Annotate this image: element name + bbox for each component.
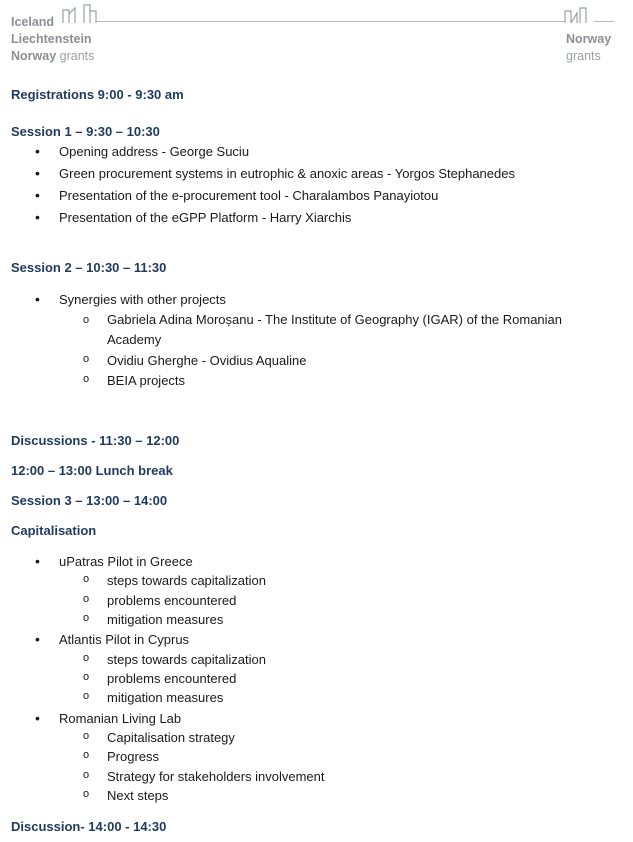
sub-list-item: o steps towards capitalization [107, 573, 266, 588]
list-item: • Green procurement systems in eutrophic & anoxic areas - Yorgos Stephanedes [59, 166, 515, 181]
sub-list-item: o Progress [107, 749, 159, 764]
header-rule-right [594, 21, 614, 22]
discussion-final-heading: Discussion- 14:00 - 14:30 [11, 819, 167, 834]
session2-heading: Session 2 – 10:30 – 11:30 [11, 260, 167, 275]
sub-list-item: o BEIA projects [107, 373, 185, 388]
sub-list-item: o Ovidiu Gherghe - Ovidius Aqualine [107, 353, 306, 368]
sub-list-item: o Capitalisation strategy [107, 730, 235, 745]
lunch-heading: 12:00 – 13:00 Lunch break [11, 463, 173, 478]
sub-list-item: o steps towards capitalization [107, 652, 266, 667]
list-item: • Synergies with other projects [59, 292, 226, 307]
list-item: • uPatras Pilot in Greece [59, 554, 193, 569]
sub-list-item: o Next steps [107, 788, 168, 803]
sub-list-item: o problems encountered [107, 671, 236, 686]
sub-list-item: o Strategy for stakeholders involvement [107, 769, 325, 784]
logo-iceland: Iceland [11, 15, 55, 29]
session1-heading: Session 1 – 9:30 – 10:30 [11, 124, 160, 139]
list-item: • Presentation of the eGPP Platform - Harry Xiarchis [59, 210, 351, 225]
list-item: • Romanian Living Lab [59, 711, 181, 726]
sub-list-item: o problems encountered [107, 593, 236, 608]
discussions-heading: Discussions - 11:30 – 12:00 [11, 433, 180, 448]
registrations-heading: Registrations 9:00 - 9:30 am [11, 87, 184, 102]
header-rule [96, 21, 564, 22]
session3-heading: Session 3 – 13:00 – 14:00 [11, 493, 168, 508]
right-logo-norway: Norway [566, 32, 612, 46]
list-item: • Opening address - George Suciu [59, 144, 249, 159]
sub-list-item: o Gabriela Adina Moroșanu - The Institute of Geography (IGAR) of the Romanian Academy [107, 310, 607, 350]
list-item: • Atlantis Pilot in Cyprus [59, 632, 189, 647]
logo-norway-grants: Norway grants [11, 49, 95, 63]
capitalisation-heading: Capitalisation [11, 523, 97, 538]
right-logo-grants: grants [566, 49, 601, 63]
list-item: • Presentation of the e-procurement tool - Charalambos Panayiotou [59, 188, 438, 203]
logo-liechtenstein: Liechtenstein [11, 32, 92, 46]
right-logo-building-icon [564, 6, 594, 24]
sub-list-item: o mitigation measures [107, 690, 223, 705]
sub-list-item: o mitigation measures [107, 612, 223, 627]
